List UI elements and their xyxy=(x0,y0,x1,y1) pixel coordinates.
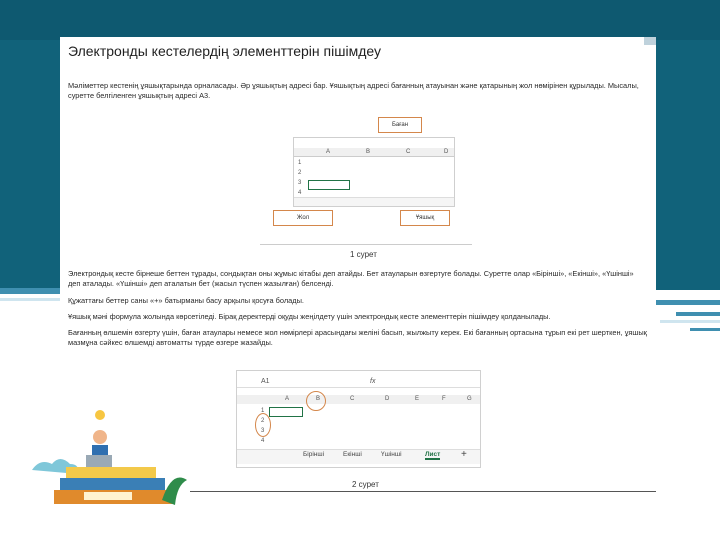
plant-leaves xyxy=(162,478,187,506)
lightbulb-icon xyxy=(95,410,105,420)
col2-a: A xyxy=(285,396,290,402)
column-resize-highlight xyxy=(306,391,326,411)
paragraph-4: Ұяшық мәні формула жолында көрсетіледі. Бірақ деректерді оқуды жеңілдету үшін электрондық кесте элементтерін пішімдеу қолданылады. xyxy=(68,312,551,321)
tab-birinshi[interactable]: Бірінші xyxy=(303,451,325,458)
callout-column: Баған xyxy=(378,117,422,133)
row-4: 4 xyxy=(298,190,302,196)
stripe-left-2 xyxy=(0,298,60,301)
stripe-right-2 xyxy=(676,312,720,316)
row2-1: 1 xyxy=(261,408,265,414)
tab-ushinshi[interactable]: Үшінші xyxy=(381,451,402,458)
band-shade xyxy=(0,0,720,40)
row2-4: 4 xyxy=(261,438,265,444)
caption-1: 1 сурет xyxy=(350,250,377,259)
book-label xyxy=(84,492,132,500)
book-middle xyxy=(60,478,165,490)
paragraph-3: Құжаттағы беттер саны «+» батырманы басу арқылы қосуға болады. xyxy=(68,296,304,305)
row2-2: 2 xyxy=(261,418,265,424)
col-a: A xyxy=(326,149,331,155)
column-header-row xyxy=(294,148,454,157)
laptop xyxy=(86,455,112,467)
caption-2: 2 сурет xyxy=(352,480,379,489)
row-2: 2 xyxy=(298,170,302,176)
col-d: D xyxy=(444,149,449,155)
selected-cell-a1 xyxy=(269,407,303,417)
row-3: 3 xyxy=(298,180,302,186)
person-head xyxy=(93,430,107,444)
callout-cell: Ұяшық xyxy=(400,210,450,226)
col2-g: G xyxy=(467,396,472,402)
formula-bar xyxy=(237,375,480,388)
col2-c: C xyxy=(350,396,355,402)
row-resize-highlight xyxy=(255,413,271,437)
col2-f: F xyxy=(442,396,446,402)
name-box[interactable]: A1 xyxy=(261,378,270,385)
education-illustration xyxy=(22,405,192,520)
col-c: C xyxy=(406,149,411,155)
paragraph-5: Бағанның өлшемін өзгерту үшін, баған атаулары немесе жол нөмірлері арасындағы желіні басып, жылжыту керек. Екі бағанның ортасына тұрып екі рет шерткен, ұяшық мазмұна сәйкес өлшемді автоматты түрде өзгере жазайды. xyxy=(68,328,647,347)
row-1: 1 xyxy=(298,160,302,166)
caption-rule xyxy=(260,244,472,245)
row2-3: 3 xyxy=(261,428,265,434)
paragraph-1: Мәліметтер кестенің ұяшықтарында орналасады. Әр ұяшықтың адресі бар. Ұяшықтың адресі бағанның атауынан және қатарының жол нөмірінен құрылады. Мысалы, суретте белгіленген ұяшықтың адресі A3. xyxy=(68,81,639,100)
stripe-left-1 xyxy=(0,288,60,294)
callout-row: Жол xyxy=(273,210,333,226)
stripe-right-4 xyxy=(690,328,720,331)
col2-e: E xyxy=(415,396,420,402)
figure-2 xyxy=(236,370,481,468)
book-top xyxy=(66,467,156,478)
add-sheet-button[interactable]: + xyxy=(461,449,467,460)
page-title: Электронды кестелердің элементтерін пішімдеу xyxy=(68,43,381,59)
col2-d: D xyxy=(385,396,390,402)
sheet-tabs-strip xyxy=(294,197,454,206)
fx-icon: fx xyxy=(370,378,376,385)
bottom-rule xyxy=(190,491,656,492)
figure-1 xyxy=(293,137,455,207)
stripe-right-1 xyxy=(656,300,720,305)
tab-list-active[interactable]: Лист xyxy=(425,451,441,458)
selected-cell-a3 xyxy=(308,180,350,190)
stripe-right-3 xyxy=(660,320,720,323)
col-b: B xyxy=(366,149,371,155)
tab-ekinshi[interactable]: Екінші xyxy=(343,451,362,458)
close-icon[interactable] xyxy=(644,37,656,45)
col2-b: B xyxy=(316,396,321,402)
paragraph-2: Электрондық кесте бірнеше беттен тұрады, сондықтан оны жұмыс кітабы деп атайды. Бет атауларын өзгертуге болады. Суретте олар «Бірінші», «Екінші», «Үшінші» деп аталады. «Үшінші» деп аталатын бет (жасыл түспен жазылған) белсенді. xyxy=(68,269,634,288)
